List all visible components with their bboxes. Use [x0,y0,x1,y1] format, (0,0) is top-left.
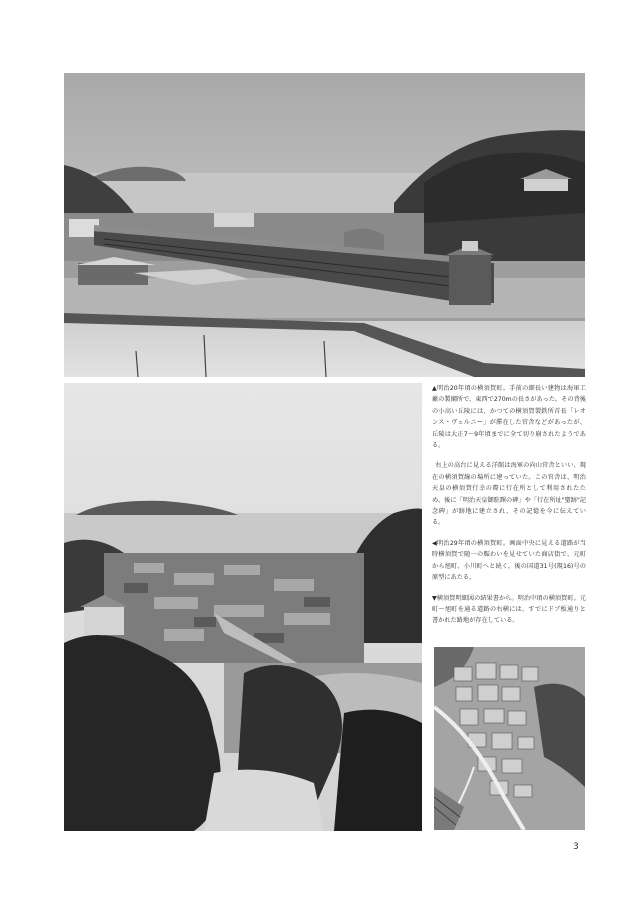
harbor-photo-graphic [64,73,585,377]
photo-town-street [64,383,422,831]
town-map-graphic [434,647,585,830]
caption-ropeworks: ▲明治20年頃の横須賀町。手前の細長い建物は海軍工廠の製綱所で、東西で270mの長さがあった。その背後の小高い丘陵には、かつての横須賀製鉄所首長「レオンス・ヴェルニー」が滞在した官舎などがあったが、丘陵は大正7〜9年頃までに全て切り崩されたようである。 [432,385,586,450]
map-yokosuka-town [434,647,585,830]
caption-official-residence: 右上の高台に見える洋館は海軍の向山官舎といい、現在の横須賀線の場所に建っていた。この官舎は、明治天皇の横須賀行幸の際に行在所として利用されたため、後に「明治天皇御駐蹕の碑」や「行在所址"聖跡"記念碑」が跡地に建立され、その記憶を今に伝えている。 [432,462,586,527]
page-number: 3 [573,842,579,852]
photo-harbor-ropeworks [64,73,585,377]
caption-shopping-street: ◀明治29年頃の横須賀町。画面中央に見える道路が当時横須賀で随一の賑わいを見せていた商店街で、元町から旭町、小川町へと続く。後の国道31号(現16)号の原型にあたる。 [432,539,586,582]
caption-town-map: ▼横須賀明細図の結果書から。明治中頃の横須賀町。元町〜旭町を通る道路の右横には、すでにドブ板通りと書かれた路地が存在している。 [432,594,586,625]
caption-column [432,383,586,636]
town-photo-graphic [64,383,422,831]
